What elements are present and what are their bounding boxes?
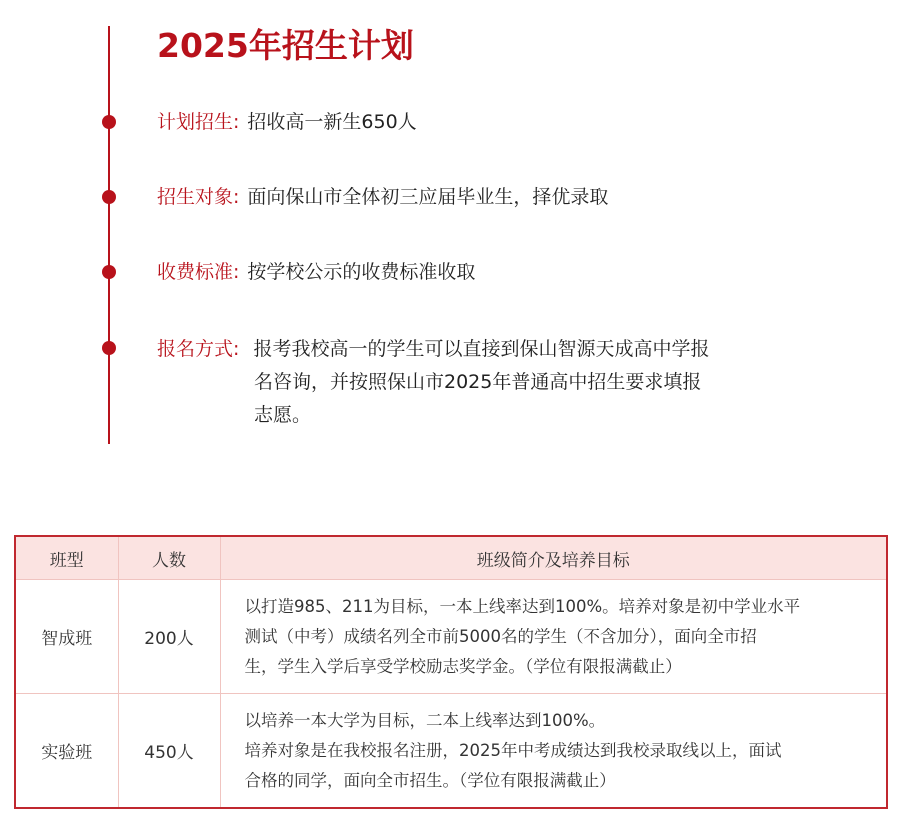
class-table [14, 535, 888, 809]
count-cell: 450人 [118, 694, 220, 807]
timeline-dot [102, 265, 116, 279]
apply-item [157, 333, 797, 432]
item-label: 招生对象: [157, 186, 240, 208]
class-type-cell: 智成班 [16, 580, 118, 694]
header-count: 人数 [118, 537, 220, 580]
header-description: 班级简介及培养目标 [220, 537, 886, 580]
plan-item [157, 107, 777, 138]
timeline-dot [102, 115, 116, 129]
item-label: 收费标准: [157, 261, 240, 283]
target-item [157, 182, 777, 213]
timeline-line [108, 26, 110, 444]
description-line: 以培养一本大学为目标，二本上线率达到100%。 [244, 710, 606, 730]
class-type-cell: 实验班 [16, 694, 118, 807]
item-label: 报名方式: [157, 338, 240, 360]
description-line: 培养对象是在我校报名注册，2025年中考成绩达到我校录取线以上，面试 [244, 740, 782, 760]
table-header-row [16, 537, 886, 580]
item-value-line: 报考我校高一的学生可以直接到保山智源天成高中学报 [253, 338, 710, 360]
table-row [16, 580, 886, 694]
item-value-line: 志愿。 [254, 404, 312, 426]
timeline-dot [102, 190, 116, 204]
description-line: 合格的同学，面向全市招生。（学位有限报满截止） [244, 770, 616, 790]
description-cell [220, 580, 886, 694]
description-line: 测试（中考）成绩名列全市前5000名的学生（不含加分），面向全市招 [244, 626, 757, 646]
timeline-dot [102, 341, 116, 355]
item-value: 招收高一新生650人 [247, 111, 417, 133]
item-value: 按学校公示的收费标准收取 [247, 261, 476, 283]
description-line: 生，学生入学后享受学校励志奖学金。（学位有限报满截止） [244, 656, 682, 676]
header-class-type: 班型 [16, 537, 118, 580]
table-row [16, 694, 886, 807]
fee-item [157, 257, 777, 288]
item-label: 计划招生: [157, 111, 240, 133]
item-value: 面向保山市全体初三应届毕业生，择优录取 [247, 186, 609, 208]
count-cell: 200人 [118, 580, 220, 694]
description-line: 以打造985、211为目标，一本上线率达到100%。培养对象是初中学业水平 [244, 596, 801, 616]
description-cell [220, 694, 886, 807]
page-title: 2025年招生计划 [157, 26, 414, 65]
item-value-line: 名咨询，并按照保山市2025年普通高中招生要求填报 [254, 371, 702, 393]
